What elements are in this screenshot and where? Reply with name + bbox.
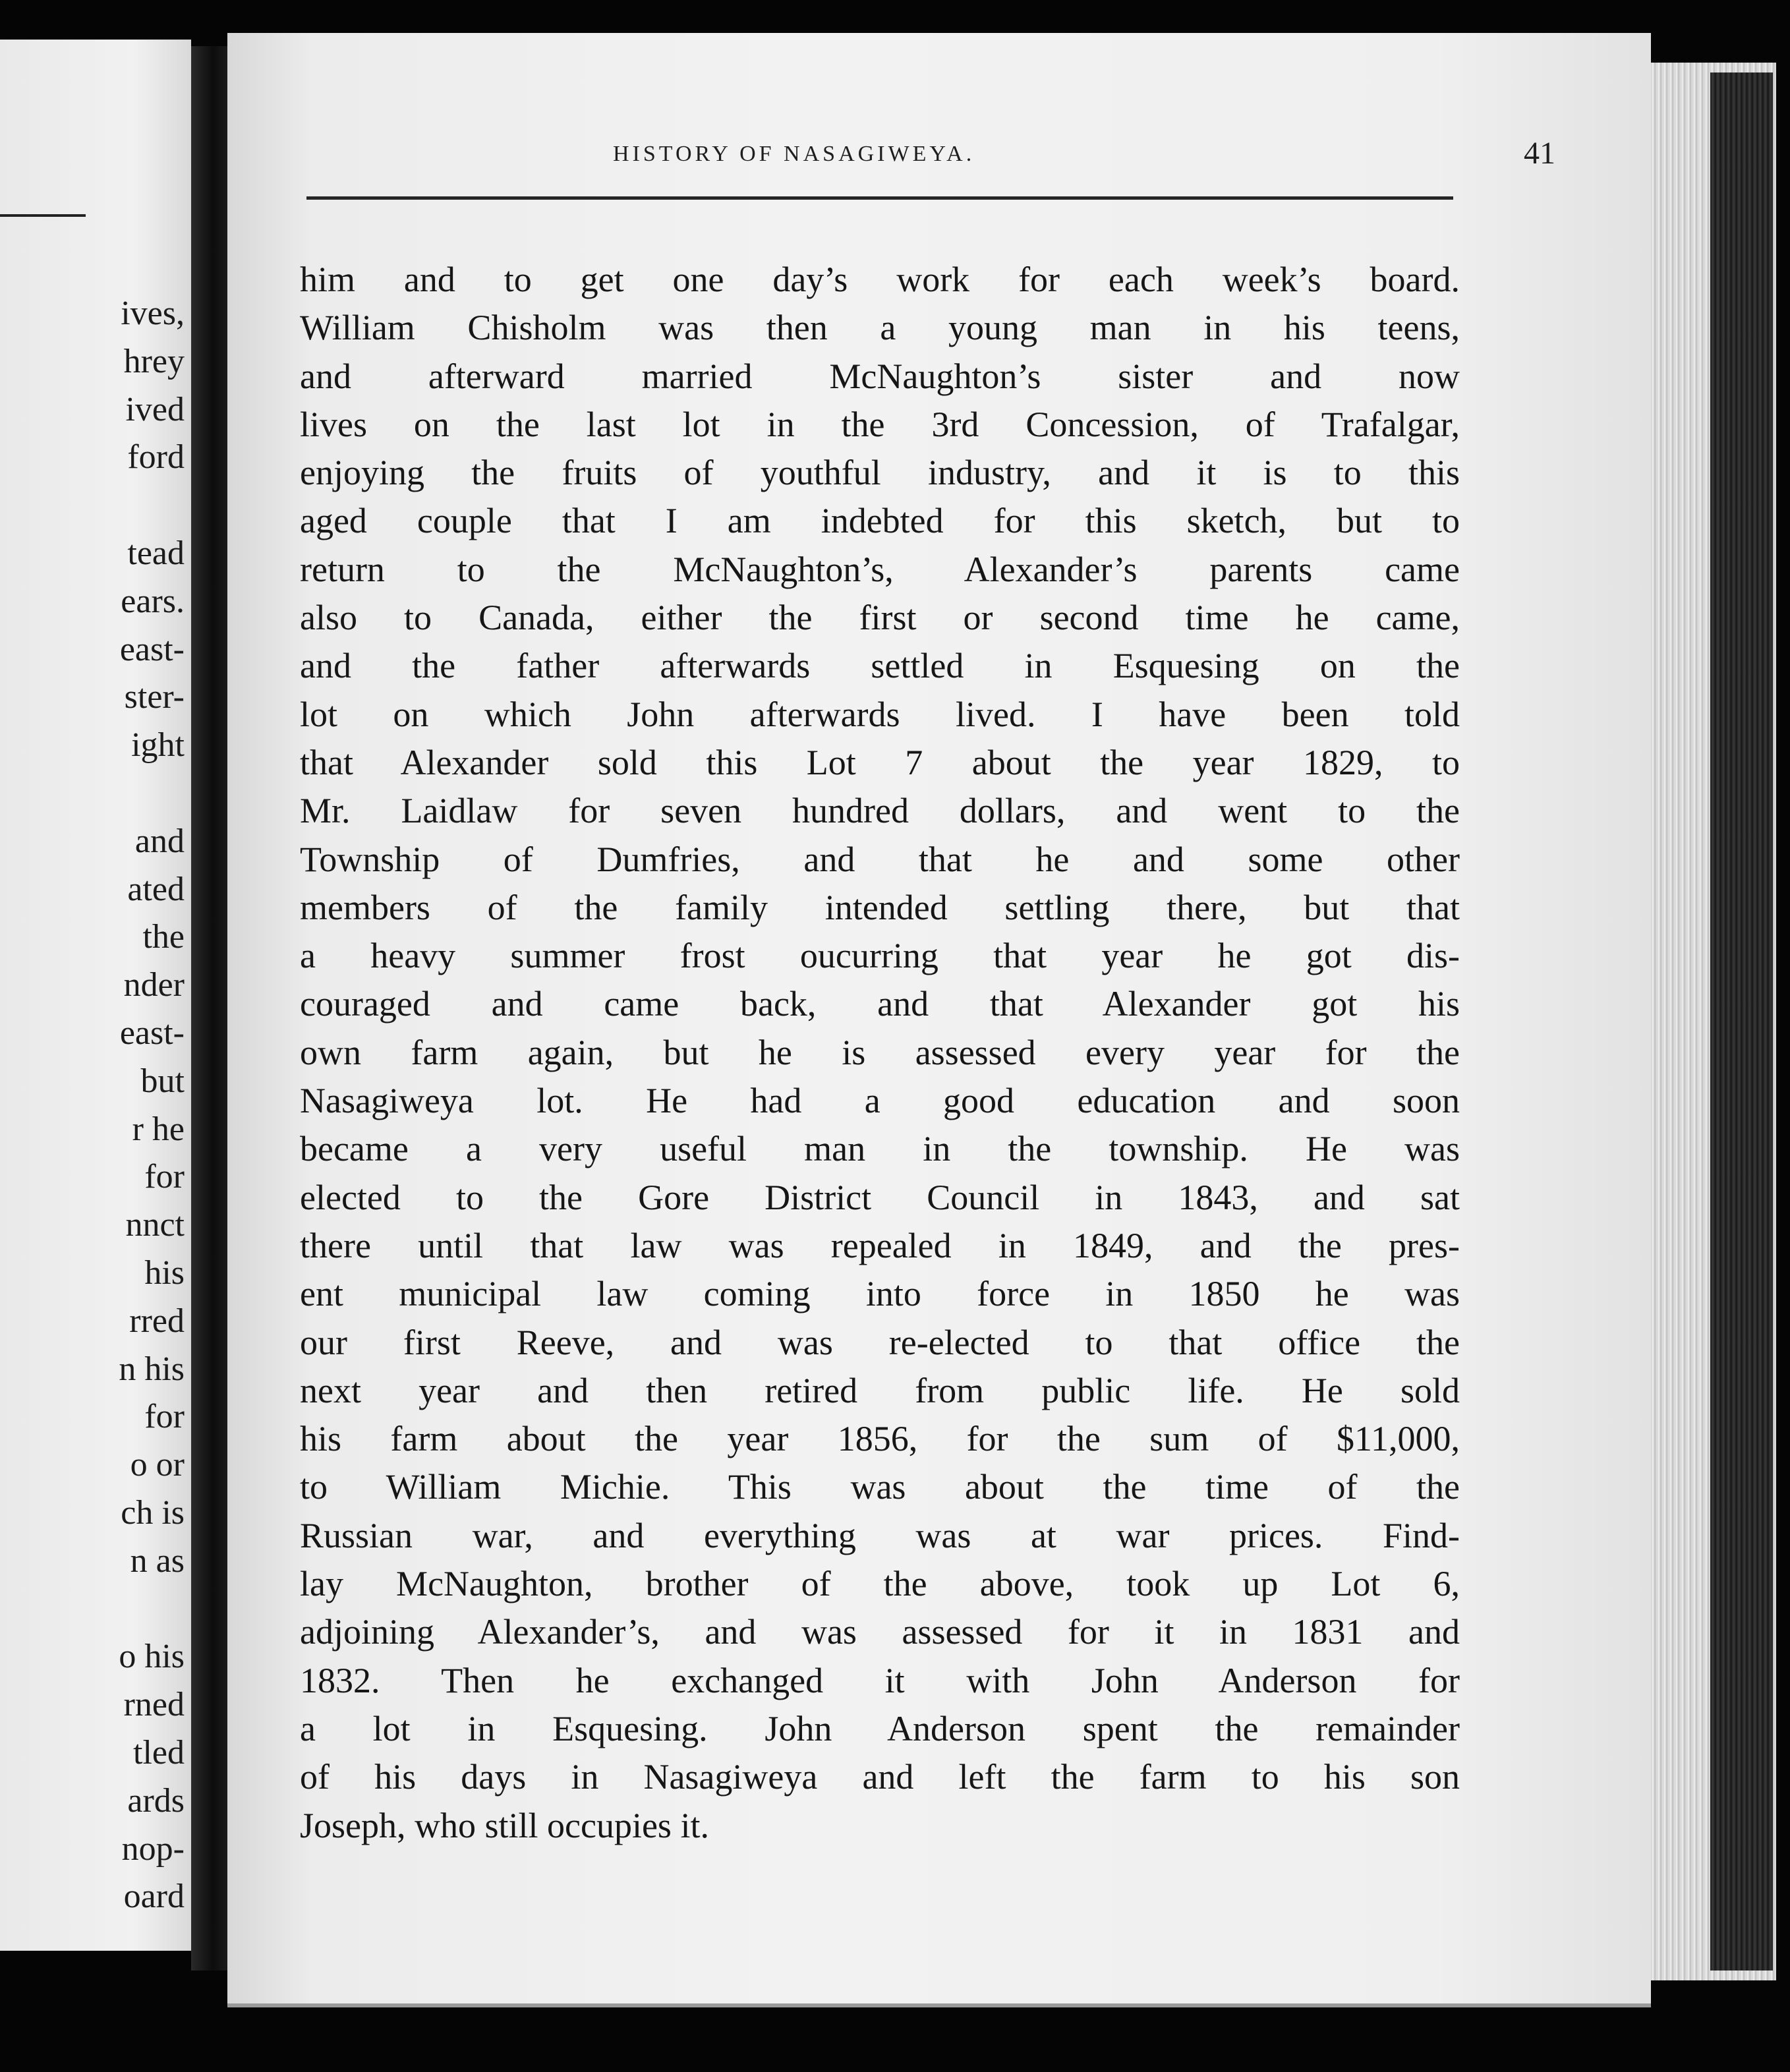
page-edges-shadow <box>1710 72 1773 1971</box>
text-line: his farm about the year 1856, for the sum of $11,000, <box>300 1419 1460 1459</box>
body-text <box>300 256 1460 1850</box>
text-line: there until that law was repealed in 1849, and the pres- <box>300 1225 1460 1265</box>
text-line: of his days in Nasagiweya and left the farm to his son <box>300 1757 1460 1797</box>
facing-line-gap <box>119 770 185 818</box>
text-line: enjoying the fruits of youthful industry, and it is to this <box>300 453 1460 493</box>
text-line: next year and then retired from public life. He sold <box>300 1370 1460 1410</box>
book-gutter <box>191 46 227 1971</box>
facing-line: tead <box>127 534 185 572</box>
facing-line: rned <box>123 1686 185 1724</box>
text-line: also to Canada, either the first or second time he came, <box>300 598 1460 638</box>
header-rule <box>306 196 1453 200</box>
facing-line: tled <box>133 1733 185 1771</box>
text-line: lay McNaughton, brother of the above, took up Lot 6, <box>300 1564 1460 1604</box>
text-line: Russian war, and everything was at war prices. Find- <box>300 1515 1460 1555</box>
text-line: a heavy summer frost oucurring that year he got dis- <box>300 936 1460 976</box>
facing-line: ster- <box>124 678 185 716</box>
facing-line: but <box>140 1062 185 1100</box>
text-line: that Alexander sold this Lot 7 about the year 1829, to <box>300 742 1460 782</box>
text-line: own farm again, but he is assessed every year for the <box>300 1032 1460 1072</box>
facing-line: for <box>144 1398 185 1436</box>
facing-line: ight <box>131 726 185 764</box>
facing-line: hrey <box>123 342 185 380</box>
facing-line: his <box>144 1253 185 1292</box>
facing-line: o his <box>119 1638 185 1676</box>
text-line: elected to the Gore District Council in 1843, and sat <box>300 1177 1460 1217</box>
facing-line: east- <box>119 1014 185 1052</box>
text-line: and afterward married McNaughton’s sister and now <box>300 356 1460 396</box>
facing-line: ford <box>127 438 185 476</box>
running-head <box>227 135 1651 194</box>
text-line: return to the McNaughton’s, Alexander’s parents came <box>300 549 1460 589</box>
text-line: him and to get one day’s work for each week’s board. <box>300 260 1460 299</box>
facing-line: nnct <box>125 1206 185 1244</box>
text-line: 1832. Then he exchanged it with John Anderson for <box>300 1660 1460 1700</box>
facing-line: for <box>144 1158 185 1196</box>
facing-page-text <box>119 290 185 1921</box>
facing-line: ives, <box>121 295 185 332</box>
book-page <box>227 33 1651 2007</box>
page-number: 41 <box>1524 136 1555 171</box>
facing-line: oard <box>123 1878 185 1916</box>
text-line: members of the family intended settling there, but that <box>300 887 1460 927</box>
text-line: Mr. Laidlaw for seven hundred dollars, and went to the <box>300 791 1460 831</box>
running-title: HISTORY OF NASAGIWEYA. <box>613 142 975 166</box>
facing-line-gap <box>119 482 185 530</box>
facing-line: nop- <box>121 1829 185 1868</box>
text-line: William Chisholm was then a young man in his teens, <box>300 308 1460 348</box>
text-line: lot on which John afterwards lived. I have been told <box>300 694 1460 734</box>
facing-line: ated <box>127 870 185 908</box>
facing-line: n as <box>130 1541 185 1580</box>
facing-line: ch is <box>121 1493 185 1532</box>
text-line: lives on the last lot in the 3rd Concession, of Trafalgar, <box>300 404 1460 444</box>
facing-line: east- <box>119 630 185 668</box>
facing-line: the <box>142 918 185 956</box>
text-line: our first Reeve, and was re-elected to that office the <box>300 1322 1460 1362</box>
text-line: Joseph, who still occupies it. <box>300 1805 709 1845</box>
facing-line: ards <box>127 1781 185 1820</box>
text-line: Nasagiweya lot. He had a good education and soon <box>300 1081 1460 1121</box>
text-line: and the father afterwards settled in Esquesing on the <box>300 646 1460 686</box>
facing-line-gap <box>119 1586 185 1634</box>
facing-line: o or <box>130 1446 185 1484</box>
text-line: became a very useful man in the township. He was <box>300 1129 1460 1169</box>
facing-line: rred <box>129 1302 185 1340</box>
text-line: ent municipal law coming into force in 1850 he was <box>300 1274 1460 1314</box>
text-line: couraged and came back, and that Alexander got his <box>300 984 1460 1024</box>
text-line: adjoining Alexander’s, and was assessed for it in 1831 and <box>300 1612 1460 1652</box>
text-line: aged couple that I am indebted for this sketch, but to <box>300 501 1460 541</box>
facing-line: ived <box>125 390 185 428</box>
facing-line: and <box>134 822 185 860</box>
text-line: a lot in Esquesing. John Anderson spent the remainder <box>300 1708 1460 1748</box>
text-line: to William Michie. This was about the time of the <box>300 1467 1460 1507</box>
facing-line: nder <box>123 966 185 1004</box>
facing-line: ears. <box>121 582 185 620</box>
facing-line: n his <box>119 1350 185 1388</box>
facing-page-rule <box>0 214 86 217</box>
facing-page <box>0 40 191 1951</box>
text-line: Township of Dumfries, and that he and some other <box>300 839 1460 879</box>
facing-line: r he <box>132 1110 185 1148</box>
